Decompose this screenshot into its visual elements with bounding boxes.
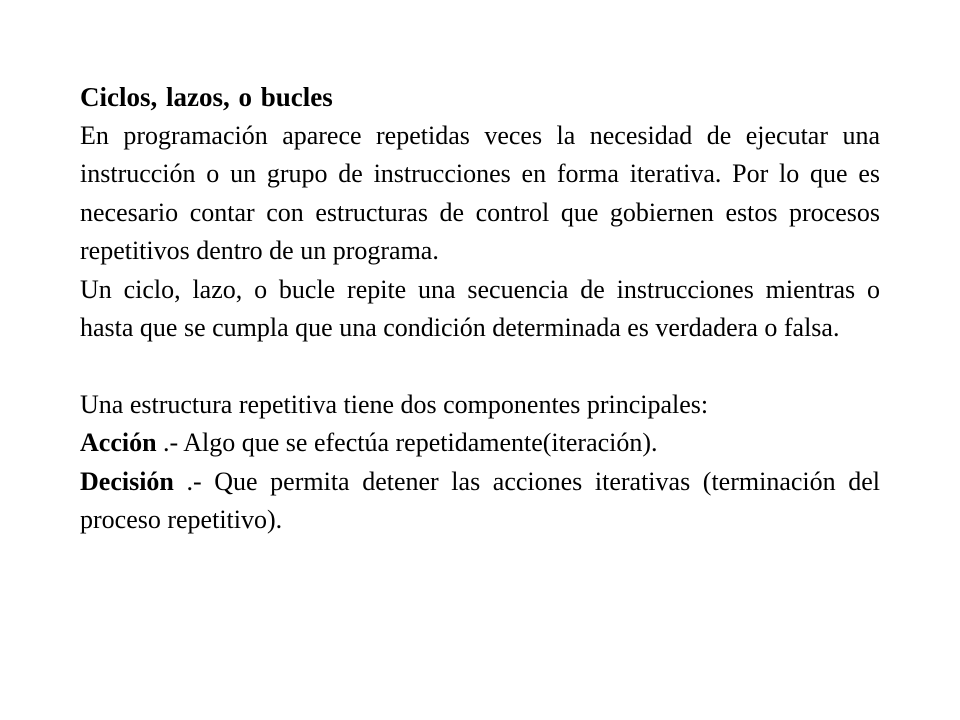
component-action [80, 424, 880, 463]
component-decision-term: Decisión [80, 466, 174, 496]
component-decision-description: .- Que permita detener las acciones iterativas (terminación del proceso repetitivo). [80, 466, 880, 534]
paragraph-loop-description: Un ciclo, lazo, o bucle repite una secuencia de instrucciones mientras o hasta que se cumpla que una condición determinada es verdadera o falsa. [80, 274, 880, 342]
component-action-term: Acción [80, 428, 157, 457]
slide-title: Ciclos, lazos, o bucles [80, 82, 333, 112]
components-intro: Una estructura repetitiva tiene dos componentes principales: [80, 389, 709, 419]
paragraph-definition: En programación aparece repetidas veces la necesidad de ejecutar una instrucción o un grupo de instrucciones en forma iterativa. Por lo que es necesario contar con estructuras de control que gobiernen estos procesos repetitivos dentro de un programa. [80, 120, 880, 265]
component-action-description: .- Algo que se efectúa repetidamente(iteración). [156, 428, 658, 457]
spacer [80, 348, 880, 386]
slide-content [80, 78, 880, 540]
component-decision [80, 463, 880, 540]
